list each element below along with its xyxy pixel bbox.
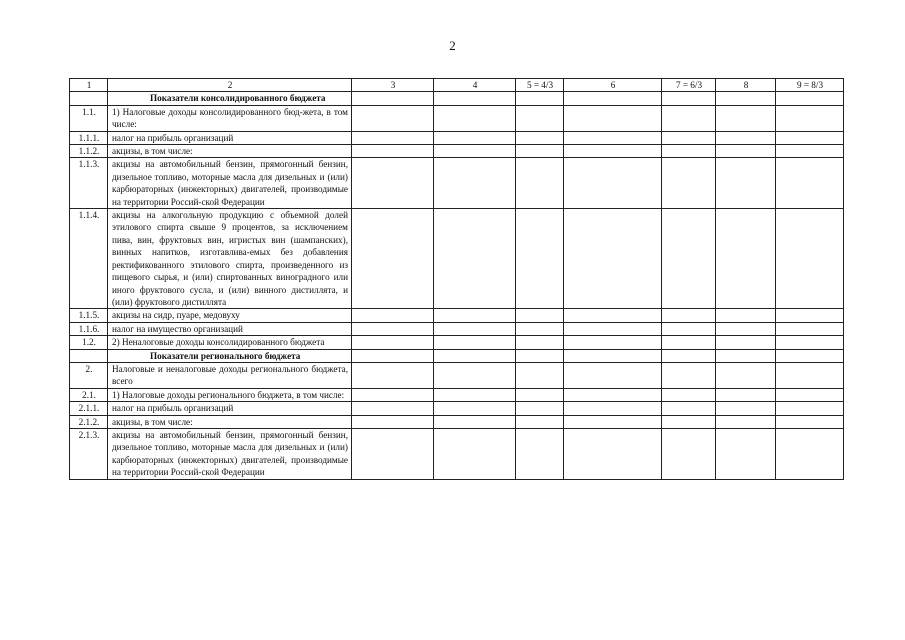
row-number: 1.1.3. bbox=[70, 158, 108, 209]
indicator-name: 1) Налоговые доходы консолидированного бюд-жета, в том числе: bbox=[108, 105, 352, 131]
value-cell bbox=[516, 131, 564, 144]
row-number: 1.1.6. bbox=[70, 322, 108, 335]
column-header: 7 = 6/3 bbox=[662, 79, 716, 92]
value-cell bbox=[434, 92, 516, 105]
indicator-name: акцизы на алкогольную продукцию с объемной долей этилового спирта свыше 9 процентов, за исключением пива, вин, фруктовых вин, игристых вин (шампанских), винных напитков, изготавлива-емых без добавления ректификованного этилового спирта, произведенного из пищевого сырья, и (или) спиртованных виноградного или иного фруктового сусла, и (или) винного дистиллята, и (или) фруктового дистиллята bbox=[108, 209, 352, 309]
row-number bbox=[70, 349, 108, 362]
value-cell bbox=[776, 428, 844, 479]
value-cell bbox=[564, 415, 662, 428]
value-cell bbox=[716, 349, 776, 362]
value-cell bbox=[434, 349, 516, 362]
value-cell bbox=[516, 336, 564, 349]
value-cell bbox=[716, 158, 776, 209]
value-cell bbox=[352, 415, 434, 428]
value-cell bbox=[662, 362, 716, 388]
value-cell bbox=[564, 322, 662, 335]
value-cell bbox=[516, 309, 564, 322]
row-number: 2.1.2. bbox=[70, 415, 108, 428]
budget-indicators-table bbox=[69, 78, 844, 480]
value-cell bbox=[716, 322, 776, 335]
value-cell bbox=[434, 145, 516, 158]
value-cell bbox=[564, 402, 662, 415]
value-cell bbox=[776, 309, 844, 322]
value-cell bbox=[564, 309, 662, 322]
value-cell bbox=[716, 309, 776, 322]
row-number: 1.1.4. bbox=[70, 209, 108, 309]
value-cell bbox=[352, 209, 434, 309]
value-cell bbox=[716, 362, 776, 388]
value-cell bbox=[662, 388, 716, 401]
value-cell bbox=[434, 322, 516, 335]
page-number: 2 bbox=[449, 38, 456, 53]
value-cell bbox=[776, 131, 844, 144]
section-title: Показатели консолидированного бюджета bbox=[108, 92, 352, 105]
value-cell bbox=[716, 428, 776, 479]
table-header-row bbox=[70, 79, 844, 92]
section-title: Показатели регионального бюджета bbox=[108, 349, 352, 362]
value-cell bbox=[434, 309, 516, 322]
value-cell bbox=[716, 145, 776, 158]
column-header: 5 = 4/3 bbox=[516, 79, 564, 92]
value-cell bbox=[662, 322, 716, 335]
column-header: 4 bbox=[434, 79, 516, 92]
value-cell bbox=[516, 145, 564, 158]
value-cell bbox=[662, 158, 716, 209]
indicator-name: налог на имущество организаций bbox=[108, 322, 352, 335]
indicator-name: 1) Налоговые доходы регионального бюджета, в том числе: bbox=[108, 388, 352, 401]
table-row bbox=[70, 336, 844, 349]
value-cell bbox=[662, 105, 716, 131]
value-cell bbox=[776, 362, 844, 388]
value-cell bbox=[662, 92, 716, 105]
value-cell bbox=[776, 145, 844, 158]
table-row bbox=[70, 209, 844, 309]
value-cell bbox=[716, 336, 776, 349]
table-row bbox=[70, 428, 844, 479]
value-cell bbox=[776, 388, 844, 401]
value-cell bbox=[516, 105, 564, 131]
value-cell bbox=[776, 209, 844, 309]
value-cell bbox=[716, 402, 776, 415]
value-cell bbox=[434, 105, 516, 131]
table-row bbox=[70, 158, 844, 209]
row-number: 2. bbox=[70, 362, 108, 388]
value-cell bbox=[434, 362, 516, 388]
value-cell bbox=[434, 415, 516, 428]
column-header: 8 bbox=[716, 79, 776, 92]
value-cell bbox=[662, 349, 716, 362]
value-cell bbox=[662, 402, 716, 415]
value-cell bbox=[716, 105, 776, 131]
row-number bbox=[70, 92, 108, 105]
value-cell bbox=[352, 105, 434, 131]
value-cell bbox=[352, 131, 434, 144]
value-cell bbox=[564, 209, 662, 309]
value-cell bbox=[776, 415, 844, 428]
column-header: 2 bbox=[108, 79, 352, 92]
value-cell bbox=[564, 131, 662, 144]
table-row bbox=[70, 145, 844, 158]
value-cell bbox=[352, 349, 434, 362]
value-cell bbox=[434, 388, 516, 401]
indicator-name: налог на прибыль организаций bbox=[108, 402, 352, 415]
column-header: 3 bbox=[352, 79, 434, 92]
value-cell bbox=[716, 209, 776, 309]
value-cell bbox=[352, 362, 434, 388]
value-cell bbox=[716, 388, 776, 401]
value-cell bbox=[662, 209, 716, 309]
value-cell bbox=[352, 92, 434, 105]
row-number: 2.1.3. bbox=[70, 428, 108, 479]
value-cell bbox=[564, 428, 662, 479]
row-number: 1.1.2. bbox=[70, 145, 108, 158]
value-cell bbox=[516, 415, 564, 428]
value-cell bbox=[434, 158, 516, 209]
value-cell bbox=[564, 388, 662, 401]
value-cell bbox=[352, 402, 434, 415]
value-cell bbox=[352, 158, 434, 209]
value-cell bbox=[662, 336, 716, 349]
value-cell bbox=[564, 336, 662, 349]
value-cell bbox=[516, 388, 564, 401]
value-cell bbox=[352, 309, 434, 322]
value-cell bbox=[662, 145, 716, 158]
value-cell bbox=[564, 105, 662, 131]
value-cell bbox=[516, 349, 564, 362]
value-cell bbox=[434, 402, 516, 415]
column-header: 1 bbox=[70, 79, 108, 92]
value-cell bbox=[564, 362, 662, 388]
value-cell bbox=[564, 158, 662, 209]
indicator-name: акцизы, в том числе: bbox=[108, 145, 352, 158]
value-cell bbox=[776, 349, 844, 362]
row-number: 2.1.1. bbox=[70, 402, 108, 415]
value-cell bbox=[716, 92, 776, 105]
value-cell bbox=[516, 322, 564, 335]
value-cell bbox=[662, 309, 716, 322]
indicator-name: налог на прибыль организаций bbox=[108, 131, 352, 144]
value-cell bbox=[516, 158, 564, 209]
indicator-name: акцизы на автомобильный бензин, прямогонный бензин, дизельное топливо, моторные масла для дизельных и (или) карбюраторных (инжекторных) двигателей, производимые на территории Россий-ской Федерации bbox=[108, 428, 352, 479]
value-cell bbox=[516, 402, 564, 415]
table-row bbox=[70, 309, 844, 322]
column-header: 9 = 8/3 bbox=[776, 79, 844, 92]
value-cell bbox=[776, 402, 844, 415]
value-cell bbox=[434, 131, 516, 144]
value-cell bbox=[564, 349, 662, 362]
value-cell bbox=[434, 428, 516, 479]
value-cell bbox=[352, 145, 434, 158]
value-cell bbox=[352, 428, 434, 479]
row-number: 1.1. bbox=[70, 105, 108, 131]
section-heading-row bbox=[70, 92, 844, 105]
row-number: 1.2. bbox=[70, 336, 108, 349]
value-cell bbox=[776, 322, 844, 335]
indicator-name: акцизы на сидр, пуаре, медовуху bbox=[108, 309, 352, 322]
value-cell bbox=[434, 209, 516, 309]
table-row bbox=[70, 388, 844, 401]
table-row bbox=[70, 415, 844, 428]
table-row bbox=[70, 362, 844, 388]
value-cell bbox=[776, 336, 844, 349]
table-row bbox=[70, 131, 844, 144]
table-row bbox=[70, 322, 844, 335]
value-cell bbox=[662, 428, 716, 479]
value-cell bbox=[776, 92, 844, 105]
indicator-name: Налоговые и неналоговые доходы регионального бюджета, всего bbox=[108, 362, 352, 388]
row-number: 2.1. bbox=[70, 388, 108, 401]
value-cell bbox=[776, 105, 844, 131]
value-cell bbox=[516, 209, 564, 309]
value-cell bbox=[516, 428, 564, 479]
value-cell bbox=[434, 336, 516, 349]
value-cell bbox=[564, 145, 662, 158]
table-row bbox=[70, 402, 844, 415]
value-cell bbox=[352, 336, 434, 349]
table-row bbox=[70, 105, 844, 131]
row-number: 1.1.1. bbox=[70, 131, 108, 144]
indicator-name: акцизы на автомобильный бензин, прямогонный бензин, дизельное топливо, моторные масла для дизельных и (или) карбюраторных (инжекторных) двигателей, производимые на территории Россий-ской Федерации bbox=[108, 158, 352, 209]
indicator-name: акцизы, в том числе: bbox=[108, 415, 352, 428]
column-header: 6 bbox=[564, 79, 662, 92]
value-cell bbox=[716, 415, 776, 428]
section-heading-row bbox=[70, 349, 844, 362]
value-cell bbox=[516, 92, 564, 105]
value-cell bbox=[352, 388, 434, 401]
value-cell bbox=[662, 131, 716, 144]
value-cell bbox=[716, 131, 776, 144]
indicator-name: 2) Неналоговые доходы консолидированного бюджета bbox=[108, 336, 352, 349]
value-cell bbox=[352, 322, 434, 335]
value-cell bbox=[564, 92, 662, 105]
value-cell bbox=[662, 415, 716, 428]
row-number: 1.1.5. bbox=[70, 309, 108, 322]
value-cell bbox=[776, 158, 844, 209]
value-cell bbox=[516, 362, 564, 388]
